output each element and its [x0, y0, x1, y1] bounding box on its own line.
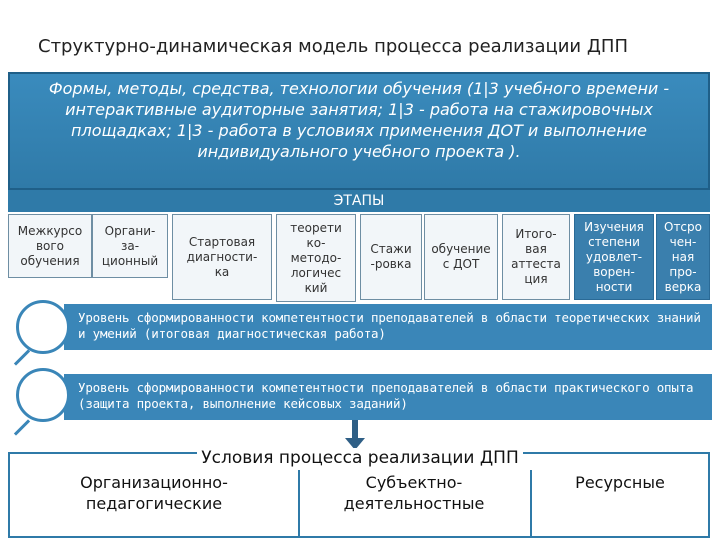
stage-distance-learning: обучение с ДОТ — [424, 214, 498, 300]
down-arrow-shaft — [352, 420, 358, 440]
condition-organizational: Организационно- педагогические — [80, 473, 228, 513]
level-practice-handle — [14, 419, 30, 435]
stage-internship: Стажи -ровка — [360, 214, 422, 300]
level-practice-circle — [16, 368, 70, 422]
level-theory-handle — [14, 349, 30, 365]
condition-subject-activity: Субъектно- деятельностные — [343, 473, 485, 513]
stage-intercourse: Межкурсо вого обучения — [8, 214, 92, 278]
forms-methods-box: Формы, методы, средства, технологии обучения (1|3 учебного времени - интерактивные аудиторные занятия; 1|3 - работа на стажировочных площадках; 1|3 - работа в условиях применения ДОТ и выполнение индивидуального учебного проекта ). — [8, 72, 710, 190]
level-theory: Уровень сформированности компетентности преподавателей в области теоретических знаний и умений (итоговая диагностическая работа) — [64, 304, 712, 350]
condition-resources: Ресурсные — [575, 473, 665, 492]
conditions-title-text: Условия процесса реализации ДПП — [197, 448, 522, 468]
stage-satisfaction: Изучения степени удовлет- ворен- ности — [574, 214, 654, 300]
stages-header: ЭТАПЫ — [8, 190, 710, 212]
stage-start-diagnostic: Стартовая диагности- ка — [172, 214, 272, 300]
conditions-title — [0, 448, 720, 468]
level-theory-circle — [16, 300, 70, 354]
stage-delayed-check: Отсро чен- ная про- верка — [656, 214, 710, 300]
stage-organizational: Органи- за- ционный — [92, 214, 168, 278]
level-practice: Уровень сформированности компетентности преподавателей в области практического опыта (защита проекта, выполнение кейсовых заданий) — [64, 374, 712, 420]
stage-final-attestation: Итого- вая аттеста ция — [502, 214, 570, 300]
diagram-title: Структурно-динамическая модель процесса реализации ДПП — [38, 36, 628, 57]
stage-theory: теорети ко- методо- логичес кий — [276, 214, 356, 302]
